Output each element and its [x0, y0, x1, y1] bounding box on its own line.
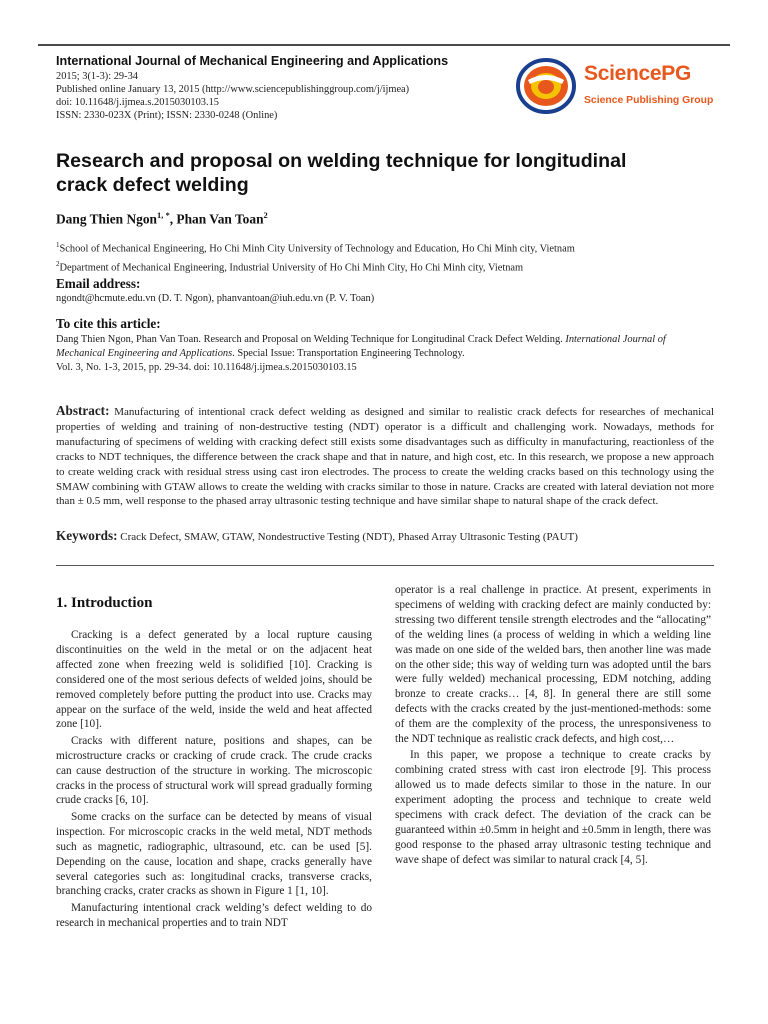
meta-issn: ISSN: 2330-023X (Print); ISSN: 2330-0248 (Online) — [56, 110, 278, 122]
affiliation-line — [56, 238, 575, 257]
paragraph: Some cracks on the surface can be detected by means of visual inspection. For microscopic cracks in the weld metal, NDT methods such as magnetic, radiographic, ultrasound, etc. can be used [5]. Depending on the cause, location and shape, cracks generally have several categories such as: longitudinal cracks, transverse cracks, branching cracks, crater cracks as shown in Figure 1 [1, 10]. — [56, 810, 372, 898]
paragraph: In this paper, we propose a technique to create cracks by combining crated stress with cast iron electrode [9]. This process allowed us to made defects similar to those in the nature. In our experiment adopting the process and technique to create weld specimens with crack defect. The deviation of the crack can be guaranteed within ±0.5mm in height and ±0.5mm in length, there was good response to the phased array ultrasonic testing technique and wave shape of defect was similar to natural crack [4, 5]. — [395, 749, 711, 866]
affiliation-mark: 2 — [56, 259, 60, 268]
author-affiliation-mark: 1, * — [156, 210, 170, 220]
citation-special-issue: . Special Issue: Transportation Engineering Technology. — [232, 348, 465, 360]
publication-meta — [56, 70, 409, 122]
keywords-label: Keywords: — [56, 528, 118, 543]
email-heading: Email address: — [56, 276, 141, 291]
paragraph: Cracks with different nature, positions and shapes, can be microstructure cracks or cracking of crude crack. The crude cracks can cause destruction of the structure in working. The microscopic cracks in the process of structural work will spread gradually forming crude cracks [6, 10]. — [56, 734, 372, 807]
header-rule — [38, 44, 730, 46]
section-heading: 1. Introduction — [56, 595, 153, 611]
author-name: Phan Van Toan — [176, 211, 264, 227]
sciencepg-logo — [514, 56, 714, 116]
paragraph: Cracking is a defect generated by a local rupture causing discontinuities on the weld in the metal or on the adjacent heat affected zone when freezing weld is solidified [10]. Cracking is considered one of the most serious defects of welded joins, should be removed completely before putting the product into use. Cracks may appear on the surface of the weld, inside the weld and heat affected zone [10]. — [56, 629, 372, 731]
citation — [56, 333, 716, 376]
paragraph: operator is a real challenge in practice. At present, experiments in specimens of welding with cracking defect are mainly conducted by: stressing two different tensile strength electrodes and the “allocating” of the welding lines (a process of welding in which a welding line was made on one side of the welded bars, then another line was made on the other side; this way of welding turn was adopted until the bars were fully welded) mechanical processing, EDM notching, adding bronze to create cracks… [4, 8]. In general there are still some defects with the cracks created by the just-mentioned-methods: some of them are the complexity of the process, the unresponsiveness to the NDT technique as realistic crack defects, and high cost,… — [395, 584, 711, 746]
cite-heading: To cite this article: — [56, 316, 161, 331]
keywords-text: Crack Defect, SMAW, GTAW, Nondestructive Testing (NDT), Phased Array Ultrasonic Testing (PAUT) — [120, 531, 578, 543]
logo-brand: SciencePG — [584, 62, 692, 85]
citation-text: Dang Thien Ngon, Phan Van Toan. Research and Proposal on Welding Technique for Longitudinal Crack Defect Welding. — [56, 334, 566, 345]
logo-tagline: Science Publishing Group — [584, 95, 714, 106]
affiliation-mark: 1 — [56, 241, 60, 249]
meta-doi: doi: 10.11648/j.ijmea.s.2015030103.15 — [56, 97, 219, 109]
paragraph: Manufacturing intentional crack welding’s defect welding to do research in mechanical properties and to train NDT — [56, 901, 372, 929]
citation-journal: International Journal of Mechanical Engineering and Applications — [56, 334, 666, 360]
meta-published: Published online January 13, 2015 (http://www.sciencepublishinggroup.com/j/ijmea) — [56, 84, 410, 96]
article-title: Research and proposal on welding technique for longitudinal crack defect welding — [56, 150, 627, 196]
author-list — [56, 210, 268, 227]
citation-volume-doi: Vol. 3, No. 1-3, 2015, pp. 29-34. doi: 10.11648/j.ijmea.s.2015030103.15 — [56, 362, 357, 374]
affiliation-text: School of Mechanical Engineering, Ho Chi Minh City University of Technology and Education, Ho Chi Minh city, Vietnam — [59, 243, 575, 255]
keywords — [56, 528, 714, 544]
affiliation-line — [56, 257, 575, 276]
sciencepg-emblem-icon — [514, 56, 580, 116]
author-name: Dang Thien Ngon — [56, 211, 157, 227]
abstract-text: Manufacturing of intentional crack defect welding as designed and similar to realistic crack defects for researches of mechanical properties of welding and training of non-destructive testing (NDT) operator is a difficult and challenging work. Nowadays, methods for manufacturing of specimens of welding with cracking defect still exists some disadvantages such as difficulty in manufacturing, reactionless of the cracks to NDT techniques, the difference between the crack shape and that in nature, and high cost, etc. In this research, we propose a new approach to create welding crack with residual stress using cast iron electrodes. The process to create the welding cracks based on this technology using the SMAW combining with GTAW allows to create the welding with cracks similar to those in nature. Cracks are created with lateral deviation not more than ± 0.5 mm, well response to the phased array ultrasonic testing technique and have similar shape to natural shape of the crack defect. — [56, 406, 714, 508]
meta-issue: 2015; 3(1-3): 29-34 — [56, 71, 138, 82]
abstract-label: Abstract: — [56, 403, 110, 418]
affiliation-text: Department of Mechanical Engineering, Industrial University of Ho Chi Minh City, Ho Chi Minh city, Vietnam — [59, 262, 524, 274]
body-column-left — [56, 628, 372, 932]
author-separator: , — [169, 211, 177, 227]
section-divider — [56, 565, 714, 566]
journal-name: International Journal of Mechanical Engineering and Applications — [56, 54, 449, 68]
affiliations — [56, 238, 575, 276]
body-column-right — [395, 583, 711, 869]
author-affiliation-mark: 2 — [263, 210, 268, 220]
email-addresses[interactable]: ngondt@hcmute.edu.vn (D. T. Ngon), phanvantoan@iuh.edu.vn (P. V. Toan) — [56, 293, 375, 304]
abstract — [56, 404, 714, 509]
